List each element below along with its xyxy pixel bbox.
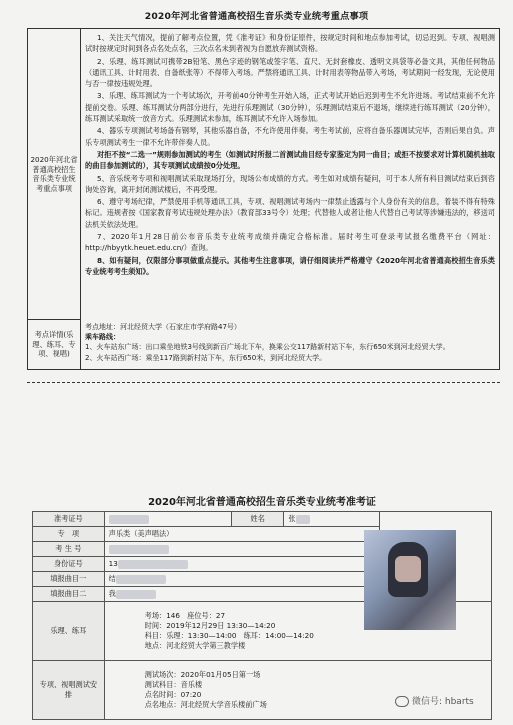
- table-row: [33, 512, 492, 527]
- ticket-title: 2020年河北省普通高校招生音乐类专业统考准考证: [148, 497, 376, 508]
- photo-face: [395, 556, 421, 582]
- theory-line: 科目：乐理：13:30—14:00 练耳：14:00—14:20: [144, 631, 314, 640]
- major-label: 专 项: [33, 527, 105, 542]
- redacted-block: [109, 545, 169, 554]
- watermark-text: 微信号: hbarts: [412, 697, 474, 707]
- special-label: 专项、视唱测试安排: [33, 661, 105, 720]
- address-side-label: 考点详情(乐理、练耳、专项、视唱): [32, 330, 76, 359]
- piece1-label: 填报曲目一: [33, 572, 105, 587]
- theory-label: 乐理、练耳: [33, 602, 105, 661]
- theory-line: 时间：2019年12月29日 13:30—14:20: [144, 621, 276, 630]
- rules-list: [85, 32, 495, 278]
- piece2-value: [104, 587, 379, 602]
- rule-4b: 对拒不按“二选一”规则参加测试的考生（如测试时所报二首测试曲目经专家鉴定为同一曲目；或拒不按要求对计算机随机抽取的曲目参加测试的），其专项测试成绩按0分处理。: [85, 149, 495, 171]
- address-line: 考点地址：河北经贸大学（石家庄市学府路47号）: [85, 323, 241, 331]
- id-no-label: 身份证号: [33, 557, 105, 572]
- theory-line: 地点：河北经贸大学第三教学楼: [144, 641, 246, 650]
- special-line: 测试科目：音乐楼: [144, 680, 203, 689]
- redacted-block: [118, 560, 188, 569]
- piece1-value: [104, 572, 379, 587]
- special-value: [104, 661, 491, 720]
- rule-2: 2、乐理、练耳测试可携带2B铅笔、黑色字迹的钢笔或签字笔、直尺、无封套橡皮、透明文具袋等必备文具，其他任何物品（通讯工具、计时用表、自备纸张等）不得带入考场。严禁将通讯工具、计时用表等物品带入考场，考试期间一经发现，无论使用与否一律按违规处理。: [85, 56, 495, 89]
- notice-left-column: [28, 29, 81, 369]
- id-prefix: 13: [108, 559, 118, 569]
- candidate-photo: [364, 530, 456, 630]
- rule-4: 4、器乐专项测试考场备有钢琴，其他乐器自备，不允许使用伴奏。考生考试前，应将自备乐器调试完毕，否则后果自负。声乐专项测试考生一律不允许带伴奏人员。: [85, 126, 495, 147]
- rule-6: 6、遵守考场纪律，严禁使用手机等通讯工具，专项、视唱测试考场内一律禁止透露与个人身份有关的信息，着装不得有特殊标记。违规者按《国家教育考试违规处理办法》（教育部33号令）处理；代替他人或者让他人代替自己考试等涉嫌违法的，移送司法机关依法处理。: [85, 197, 495, 229]
- special-line: 点名地点：河北经贸大学音乐楼前广场: [144, 700, 267, 709]
- rule-1: 1、关注天气情况，提前了解考点位置，凭《准考证》和身份证原件，按规定时间和地点参加考试，切忌迟到。专项、视唱测试时按规定时间到各点名处点名，三次点名未到者视为自愿放弃测试资格。: [85, 33, 495, 54]
- id-no-value: [104, 557, 379, 572]
- route-2: 2、火车站西广场：乘坐117路到新村站下车，东行650米，到河北经贸大学。: [85, 353, 327, 362]
- cut-line: [27, 382, 500, 383]
- rule-3: 3、乐理、练耳测试为一个考试场次，开考前40分钟考生开始入场，正式考试开始后迟到考生不允许进场。考试结束前不允许提前交卷。乐理、练耳测试分两部分进行，先进行乐理测试（30分钟），乐理测试结束后不退场，继续进行练耳测试（20分钟），练耳测试采取统一放音方式。乐理测试未参加，练耳测试不允许入场参加。: [85, 91, 495, 124]
- notice-title: 2020年河北省普通高校招生音乐类专业统考重点事项: [144, 11, 369, 22]
- special-line: 点名时间：07:20: [144, 690, 202, 699]
- table-row: [33, 661, 492, 720]
- piece1-prefix: 结: [108, 574, 116, 583]
- redacted-block: [296, 515, 310, 524]
- route-heading: 乘车路线：: [85, 333, 120, 342]
- name-label: 姓名: [231, 512, 283, 527]
- rule-8: 8、如有疑问，仅限部分事项做重点提示。其他考生注意事项，请仔细阅读并严格遵守《2020年河北省普通高校招生音乐类专业统考考生须知》。: [85, 255, 495, 276]
- piece2-prefix: 我: [108, 589, 116, 598]
- watermark: [395, 694, 474, 707]
- redacted-block: [116, 575, 166, 584]
- candidate-no-label: 考 生 号: [33, 542, 105, 557]
- theory-line: 考场：146 座位号：27: [144, 611, 226, 620]
- candidate-no-value: [104, 542, 379, 557]
- major-value: 声乐类（美声唱法）: [104, 527, 379, 542]
- notice-side-label: 2020年河北省普通高校招生音乐类专业统考重点事项: [30, 155, 78, 193]
- name-prefix: 张: [288, 514, 296, 523]
- route-1: 1、火车站东广场：出口乘坐地铁3号线到新百广场北下车，换乘公交117路新村站下车，东行650米到河北经贸大学。: [85, 343, 450, 352]
- name-value: [284, 512, 379, 527]
- notice-box: [27, 28, 500, 370]
- address-block: [85, 322, 495, 363]
- redacted-block: [109, 515, 149, 524]
- exam-no-value: [104, 512, 231, 527]
- rule-7: 7、2020年1月28日前公布音乐类专业统考成绩并确定合格标准。届时考生可登录考试报名缴费平台（网址：http://hbyytk.heuet.edu.cn/）查询。: [85, 232, 495, 253]
- piece2-label: 填报曲目二: [33, 587, 105, 602]
- wechat-icon: [395, 696, 409, 707]
- rule-5: 5、音乐统考专项和视唱测试采取现场打分，现场公布成绩的方式。考生如对成绩有疑问，可于本人所有科目测试结束后到咨询处咨询，离开封闭测试楼后，不再受理。: [85, 173, 495, 194]
- redacted-block: [116, 590, 156, 599]
- exam-no-label: 准考证号: [33, 512, 105, 527]
- special-line: 测试场次：2020年01月05日第一场: [144, 670, 261, 679]
